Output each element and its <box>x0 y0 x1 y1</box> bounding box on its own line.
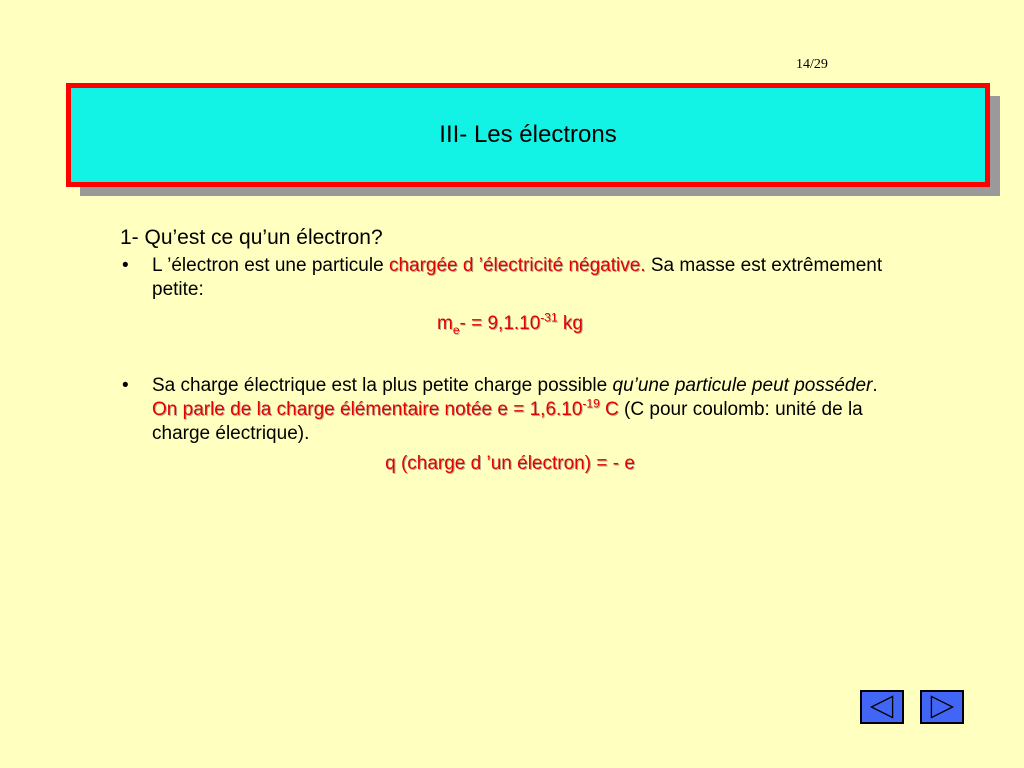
bullet2-highlight-exponent: -19 <box>582 396 600 411</box>
formula-unit: kg <box>557 313 584 334</box>
next-slide-button[interactable] <box>920 690 964 724</box>
formula-middle: - = 9,1.10 <box>459 313 541 334</box>
bullet-electron-definition <box>120 254 900 302</box>
bullet2-highlight-after: C <box>599 399 619 420</box>
previous-slide-button[interactable] <box>860 690 904 724</box>
formula-exponent: -31 <box>540 310 558 325</box>
title-box <box>66 83 990 187</box>
bullet-dot: • <box>122 375 129 396</box>
bullet1-text-before: L ’électron est une particule <box>152 255 389 276</box>
electron-charge-formula: q (charge d ’un électron) = - e <box>385 453 635 474</box>
bullet2-text-after: (C pour coulomb: unité de la charge électrique). <box>152 399 863 444</box>
bullet2-italic: qu’une particule peut posséder <box>612 375 873 396</box>
formula-e-subscript: e <box>452 322 460 337</box>
bullet1-text-after: Sa masse est extrêmement petite: <box>152 255 883 300</box>
bullet2-text-before: Sa charge électrique est la plus petite charge possible <box>152 375 613 396</box>
electron-mass-formula <box>120 312 900 336</box>
page-number: 14/29 <box>796 57 828 72</box>
section-heading: 1- Qu’est ce qu’un électron? <box>120 226 383 249</box>
slide-content <box>120 226 900 476</box>
bullet1-highlight: chargée d ’électricité négative. <box>388 255 646 276</box>
triangle-right-icon <box>922 692 962 722</box>
bullet2-highlight-before: On parle de la charge élémentaire notée e = 1,6.10 <box>152 399 583 420</box>
bullet-electron-charge <box>120 374 900 446</box>
slide-title: III- Les électrons <box>439 121 617 148</box>
bullet2-highlight <box>152 396 619 420</box>
bullet2-period: . <box>872 375 878 396</box>
triangle-left-icon <box>862 692 902 722</box>
bullet-dot: • <box>122 255 129 276</box>
formula-m: m <box>436 313 453 334</box>
